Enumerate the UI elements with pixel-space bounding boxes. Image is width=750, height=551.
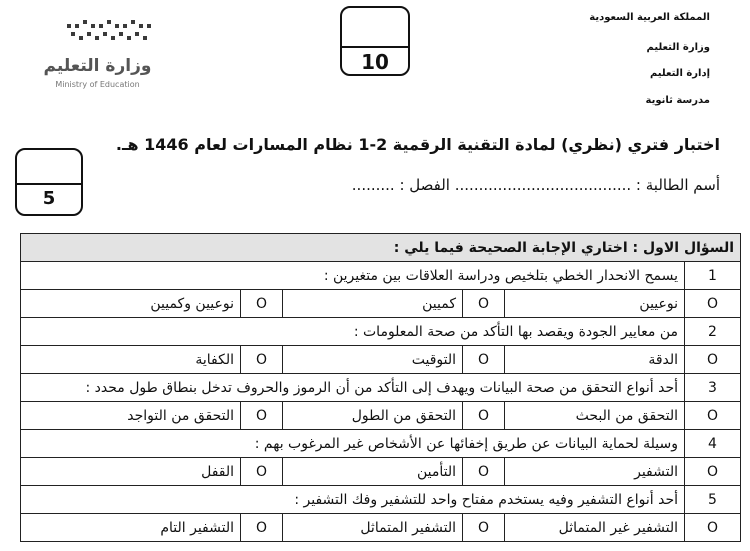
option-radio[interactable]: O xyxy=(241,514,283,542)
option-radio[interactable]: O xyxy=(685,290,741,318)
question-row xyxy=(21,262,741,290)
question-text: من معايير الجودة ويقصد بها التأكد من صحة المعلومات : xyxy=(21,318,685,346)
option-radio[interactable]: O xyxy=(685,402,741,430)
logo-text: وزارة التعليم xyxy=(43,56,152,76)
section-score-box xyxy=(15,148,83,216)
option-label[interactable]: كميين xyxy=(283,290,463,318)
question-text: أحد أنواع التحقق من صحة البيانات ويهدف إلى التأكد من أن الرموز والحروف تدخل بنطاق طول محدد : xyxy=(21,374,685,402)
option-radio[interactable]: O xyxy=(463,402,505,430)
options-row xyxy=(21,514,741,542)
option-label[interactable]: التشفير غير المتماثل xyxy=(505,514,685,542)
question-number: 5 xyxy=(685,486,741,514)
question-number: 2 xyxy=(685,318,741,346)
option-label[interactable]: التشفير xyxy=(505,458,685,486)
section-header-row xyxy=(21,234,741,262)
option-label[interactable]: نوعيين وكميين xyxy=(21,290,241,318)
option-label[interactable]: التحقق من البحث xyxy=(505,402,685,430)
student-name-line: أسم الطالبة : ..................................... الفصل : ......... xyxy=(351,176,720,194)
exam-title: اختبار فتري (نظري) لمادة التقنية الرقمية 2-1 نظام المسارات لعام 1446 هـ. xyxy=(115,135,720,154)
header-admin: إدارة التعليم xyxy=(649,68,710,79)
logo-subtitle: Ministry of Education xyxy=(55,80,140,89)
questions-table xyxy=(20,233,741,542)
question-row xyxy=(21,318,741,346)
option-radio[interactable]: O xyxy=(241,346,283,374)
options-row xyxy=(21,290,741,318)
ministry-logo xyxy=(40,18,155,98)
options-row xyxy=(21,402,741,430)
ministry-logo-dots-icon xyxy=(65,18,155,48)
option-radio[interactable]: O xyxy=(463,346,505,374)
header-ministry: وزارة التعليم xyxy=(646,42,710,53)
question-text: وسيلة لحماية البيانات عن طريق إخفائها عن الأشخاص غير المرغوب بهم : xyxy=(21,430,685,458)
option-label[interactable]: التشفير التام xyxy=(21,514,241,542)
option-radio[interactable]: O xyxy=(241,402,283,430)
question-row xyxy=(21,374,741,402)
option-radio[interactable]: O xyxy=(685,514,741,542)
option-radio[interactable]: O xyxy=(685,458,741,486)
option-label[interactable]: التوقيت xyxy=(283,346,463,374)
header-kingdom: المملكة العربية السعودية xyxy=(589,12,710,23)
option-label[interactable]: التحقق من التواجد xyxy=(21,402,241,430)
option-radio[interactable]: O xyxy=(463,290,505,318)
section-score: 5 xyxy=(42,188,56,209)
question-text: يسمح الانحدار الخطي بتلخيص ودراسة العلاقات بين متغيرين : xyxy=(21,262,685,290)
question-row xyxy=(21,486,741,514)
option-label[interactable]: الدقة xyxy=(505,346,685,374)
total-score-box xyxy=(340,6,410,76)
option-label[interactable]: نوعيين xyxy=(505,290,685,318)
section-header: السؤال الاول : اختاري الإجابة الصحيحة فيما يلي : xyxy=(21,234,741,262)
question-number: 1 xyxy=(685,262,741,290)
option-label[interactable]: الكفاية xyxy=(21,346,241,374)
option-label[interactable]: التأمين xyxy=(283,458,463,486)
option-label[interactable]: القفل xyxy=(21,458,241,486)
options-row xyxy=(21,346,741,374)
option-radio[interactable]: O xyxy=(463,514,505,542)
option-radio[interactable]: O xyxy=(241,458,283,486)
option-radio[interactable]: O xyxy=(241,290,283,318)
question-row xyxy=(21,430,741,458)
total-score: 10 xyxy=(361,50,389,74)
question-text: أحد أنواع التشفير وفيه يستخدم مفتاح واحد للتشفير وفك التشفير : xyxy=(21,486,685,514)
option-label[interactable]: التحقق من الطول xyxy=(283,402,463,430)
options-row xyxy=(21,458,741,486)
option-radio[interactable]: O xyxy=(463,458,505,486)
option-radio[interactable]: O xyxy=(685,346,741,374)
question-number: 3 xyxy=(685,374,741,402)
question-number: 4 xyxy=(685,430,741,458)
option-label[interactable]: التشفير المتماثل xyxy=(283,514,463,542)
header-school: مدرسة ثانوية xyxy=(645,95,710,106)
